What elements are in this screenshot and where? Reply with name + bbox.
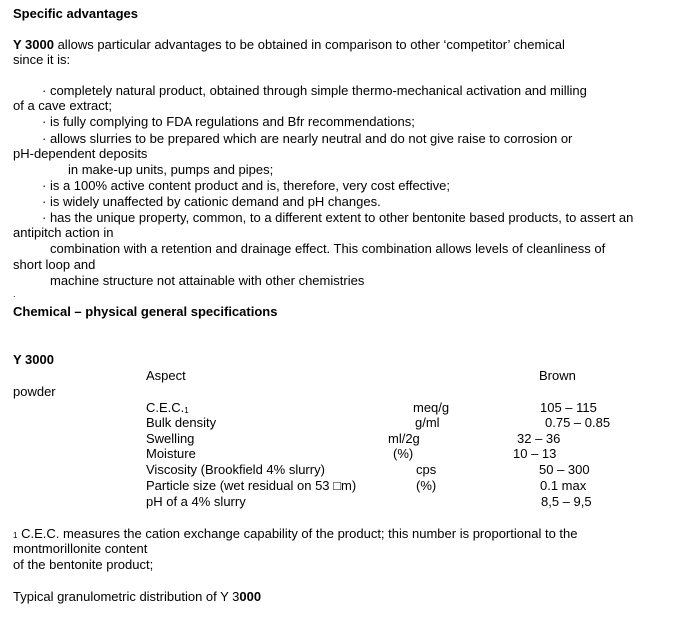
spec-unit-swelling: ml/2g [388, 431, 420, 446]
bullet-antipitch: · has the unique property, common, to a different extent to other bentonite based products, to assert an [42, 210, 634, 225]
bullet-slurries-cont: pH-dependent deposits [13, 146, 148, 161]
spec-label-particle-size: Particle size (wet residual on 53 □m) [146, 478, 357, 493]
bullet-antipitch-cont-2: combination with a retention and drainage effect. This combination allows levels of cleanliness of [50, 241, 606, 256]
footnote-line-3: of the bentonite product; [13, 557, 154, 572]
spec-aspect-label: Aspect [146, 368, 186, 383]
bullet-active-content: · is a 100% active content product and is, therefore, very cost effective; [42, 178, 451, 193]
intro-line-1 [13, 37, 565, 53]
spec-value-bulk-density: 0.75 – 0.85 [545, 415, 611, 430]
bullet-antipitch-cont: antipitch action in [13, 225, 114, 240]
footnote-mark: 1 [13, 531, 18, 540]
intro-line-2: since it is: [13, 52, 71, 67]
footnote-text: C.E.C. measures the cation exchange capability of the product; this number is proportional to the [17, 526, 578, 541]
spec-value-viscosity: 50 – 300 [539, 462, 590, 477]
spec-aspect-value: Brown [539, 368, 576, 383]
spec-unit-bulk-density: g/ml [415, 415, 440, 430]
bullet-slurries-cont-2: in make-up units, pumps and pipes; [68, 162, 274, 177]
spec-label-ph: pH of a 4% slurry [146, 494, 246, 509]
bullet-fda: · is fully complying to FDA regulations and Bfr recommendations; [42, 114, 415, 129]
spec-unit-cec: meq/g [413, 400, 450, 415]
spec-label-bulk-density: Bulk density [146, 415, 217, 430]
spec-label-viscosity: Viscosity (Brookfield 4% slurry) [146, 462, 325, 477]
footnote-line-2: montmorillonite content [13, 541, 148, 556]
granulometric-heading [13, 589, 261, 605]
spec-product-name: Y 3000 [13, 352, 54, 367]
spec-value-particle-size: 0.1 max [540, 478, 587, 493]
bullet-natural-product-cont: of a cave extract; [13, 98, 112, 113]
product-name: Y 3000 [13, 37, 54, 52]
bullet-antipitch-cont-4: machine structure not attainable with other chemistries [50, 273, 365, 288]
spec-value-moisture: 10 – 13 [513, 446, 557, 461]
spec-value-ph: 8,5 – 9,5 [541, 494, 592, 509]
bullet-antipitch-cont-3: short loop and [13, 257, 96, 272]
bullet-natural-product: · completely natural product, obtained through simple thermo-mechanical activation and milling [42, 83, 587, 98]
bullet-slurries: · allows slurries to be prepared which are nearly neutral and do not give raise to corrosion or [42, 131, 573, 146]
spec-value-cec: 105 – 115 [540, 400, 597, 415]
bullet-cationic: · is widely unaffected by cationic demand and pH changes. [42, 194, 381, 209]
section-heading-specs: Chemical – physical general specifications [13, 304, 278, 319]
footnote-ref: 1 [184, 406, 189, 415]
granulometric-text-bold: 000 [239, 589, 262, 604]
section-heading-advantages: Specific advantages [13, 6, 138, 21]
spec-label-swelling: Swelling [146, 431, 195, 446]
spec-value-swelling: 32 – 36 [517, 431, 561, 446]
spec-label-cec-text: C.E.C. [146, 400, 185, 415]
spec-unit-viscosity: cps [416, 462, 437, 477]
spec-unit-moisture: (%) [393, 446, 414, 461]
stray-dot: . [13, 289, 16, 299]
spec-label-moisture: Moisture [146, 446, 196, 461]
intro-text: allows particular advantages to be obtained in comparison to other ‘competitor’ chemical [53, 37, 565, 52]
granulometric-text: Typical granulometric distribution of Y 3 [13, 589, 240, 604]
spec-unit-particle-size: (%) [416, 478, 437, 493]
spec-aspect-value-wrap: powder [13, 384, 56, 399]
